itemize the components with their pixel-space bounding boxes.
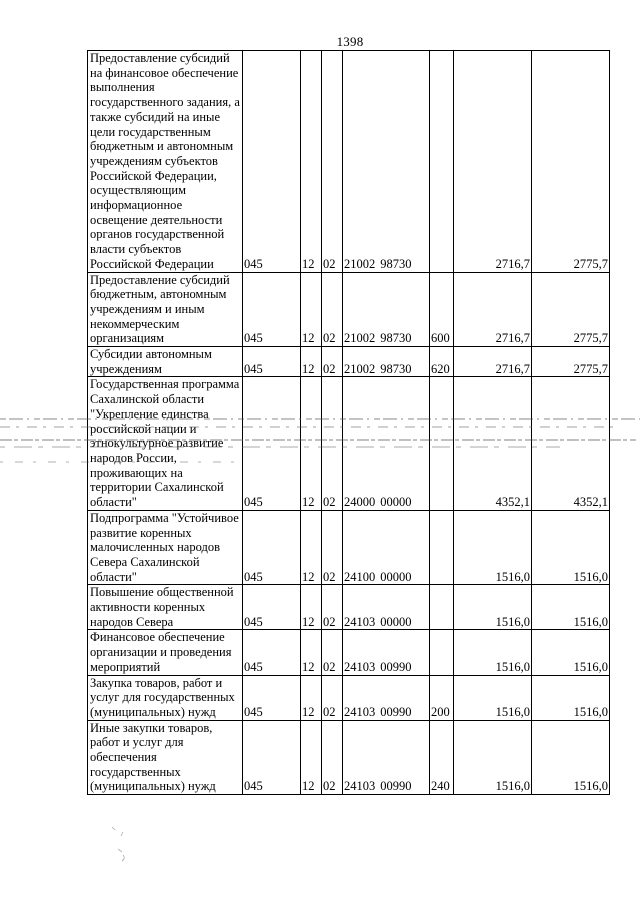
direction-code: 00000 <box>380 614 412 629</box>
ministry-code-cell <box>243 675 301 720</box>
amount-year-2-cell <box>532 585 610 630</box>
program-code: 21002 <box>344 361 376 376</box>
amount-year-2-cell <box>532 347 610 377</box>
amount-year-2-text: 2775,7 <box>573 256 608 271</box>
amount-year-2-text: 1516,0 <box>573 704 608 719</box>
section-code-cell <box>301 377 322 510</box>
ministry-code-text: 045 <box>244 495 263 510</box>
row-name-text: Субсидии автономным учреждениям <box>90 347 212 376</box>
table-row <box>88 720 610 795</box>
page-number: 1398 <box>336 34 364 49</box>
expense-type-cell <box>430 272 454 347</box>
target-article-cell <box>343 720 430 795</box>
ministry-code-text: 045 <box>244 361 263 376</box>
amount-year-1-cell <box>454 51 532 273</box>
target-article-cell <box>343 510 430 585</box>
target-article-cell <box>343 51 430 273</box>
amount-year-2-cell <box>532 272 610 347</box>
amount-year-1-cell <box>454 377 532 510</box>
subsection-code-text: 02 <box>323 569 336 584</box>
amount-year-2-text: 1516,0 <box>573 779 608 794</box>
direction-code: 98730 <box>380 331 412 346</box>
expense-type-cell <box>430 720 454 795</box>
row-name-cell <box>88 272 243 347</box>
ministry-code-cell <box>243 51 301 273</box>
subsection-code-text: 02 <box>323 331 336 346</box>
row-name-cell <box>88 720 243 795</box>
amount-year-2-cell <box>532 377 610 510</box>
amount-year-1-text: 1516,0 <box>495 614 530 629</box>
amount-year-2-cell <box>532 630 610 675</box>
expense-type-cell <box>430 510 454 585</box>
row-name-text: Финансовое обеспечение организации и проведения мероприятий <box>90 630 232 674</box>
subsection-code-text: 02 <box>323 495 336 510</box>
section-code-cell <box>301 510 322 585</box>
target-article-cell <box>343 630 430 675</box>
expense-type-text: 600 <box>431 331 450 346</box>
section-code-cell <box>301 51 322 273</box>
section-code-text: 12 <box>302 704 315 719</box>
target-article-cell <box>343 675 430 720</box>
amount-year-1-cell <box>454 675 532 720</box>
expense-type-cell <box>430 585 454 630</box>
ministry-code-cell <box>243 272 301 347</box>
subsection-code-text: 02 <box>323 704 336 719</box>
direction-code: 00000 <box>380 495 412 510</box>
budget-table <box>87 50 610 795</box>
row-name-text: Закупка товаров, работ и услуг для государственных (муниципальных) нужд <box>90 675 235 719</box>
subsection-code-text: 02 <box>323 779 336 794</box>
ministry-code-text: 045 <box>244 569 263 584</box>
amount-year-2-text: 1516,0 <box>573 659 608 674</box>
amount-year-1-cell <box>454 347 532 377</box>
subsection-code-cell <box>322 347 343 377</box>
direction-code: 00000 <box>380 569 412 584</box>
program-code: 24103 <box>344 779 376 794</box>
ministry-code-text: 045 <box>244 256 263 271</box>
ministry-code-cell <box>243 377 301 510</box>
direction-code: 00990 <box>380 704 412 719</box>
table-row <box>88 377 610 510</box>
row-name-cell <box>88 675 243 720</box>
direction-code: 00990 <box>380 779 412 794</box>
table-row <box>88 585 610 630</box>
table-row <box>88 630 610 675</box>
amount-year-2-cell <box>532 510 610 585</box>
amount-year-1-text: 1516,0 <box>495 569 530 584</box>
table-row <box>88 675 610 720</box>
subsection-code-cell <box>322 720 343 795</box>
amount-year-1-text: 2716,7 <box>495 331 530 346</box>
section-code-text: 12 <box>302 659 315 674</box>
target-article-cell <box>343 347 430 377</box>
ministry-code-cell <box>243 347 301 377</box>
section-code-text: 12 <box>302 495 315 510</box>
section-code-text: 12 <box>302 779 315 794</box>
subsection-code-text: 02 <box>323 256 336 271</box>
subsection-code-text: 02 <box>323 361 336 376</box>
table-row <box>88 272 610 347</box>
amount-year-2-text: 4352,1 <box>573 495 608 510</box>
subsection-code-cell <box>322 585 343 630</box>
row-name-text: Предоставление субсидий на финансовое обеспечение выполнения государственного задания, а также субсидий на иные цели государственным бюджетным и автономным учреждениям субъектов Российской Федерации, осуществляющим информационное освещение деятельности органов государственной власти субъектов Российской Федерации <box>90 51 240 271</box>
section-code-text: 12 <box>302 256 315 271</box>
table-row <box>88 347 610 377</box>
table-row <box>88 510 610 585</box>
row-name-cell <box>88 585 243 630</box>
ministry-code-text: 045 <box>244 331 263 346</box>
expense-type-text: 240 <box>431 779 450 794</box>
expense-type-cell <box>430 675 454 720</box>
program-code: 24103 <box>344 704 376 719</box>
ministry-code-cell <box>243 630 301 675</box>
amount-year-1-text: 1516,0 <box>495 779 530 794</box>
program-code: 24000 <box>344 495 376 510</box>
amount-year-2-text: 1516,0 <box>573 614 608 629</box>
direction-code: 98730 <box>380 256 412 271</box>
section-code-cell <box>301 347 322 377</box>
expense-type-cell <box>430 347 454 377</box>
target-article-cell <box>343 272 430 347</box>
row-name-cell <box>88 347 243 377</box>
subsection-code-cell <box>322 377 343 510</box>
table-row <box>88 51 610 273</box>
section-code-text: 12 <box>302 331 315 346</box>
amount-year-1-text: 2716,7 <box>495 361 530 376</box>
row-name-text: Повышение общественной активности коренных народов Севера <box>90 585 234 629</box>
section-code-cell <box>301 272 322 347</box>
amount-year-1-cell <box>454 510 532 585</box>
row-name-text: Государственная программа Сахалинской области "Укрепление единства российской нации и этнокультурное развитие народов России, проживающих на территории Сахалинской области" <box>90 377 240 510</box>
ministry-code-cell <box>243 720 301 795</box>
row-name-text: Иные закупки товаров, работ и услуг для обеспечения государственных (муниципальных) нужд <box>90 720 216 794</box>
ministry-code-cell <box>243 510 301 585</box>
section-code-cell <box>301 630 322 675</box>
subsection-code-cell <box>322 510 343 585</box>
expense-type-text: 200 <box>431 704 450 719</box>
amount-year-1-text: 4352,1 <box>495 495 530 510</box>
section-code-text: 12 <box>302 361 315 376</box>
target-article-cell <box>343 377 430 510</box>
subsection-code-cell <box>322 675 343 720</box>
amount-year-1-cell <box>454 630 532 675</box>
expense-type-cell <box>430 630 454 675</box>
expense-type-cell <box>430 377 454 510</box>
row-name-cell <box>88 630 243 675</box>
row-name-cell <box>88 377 243 510</box>
row-name-cell <box>88 51 243 273</box>
direction-code: 98730 <box>380 361 412 376</box>
subsection-code-text: 02 <box>323 614 336 629</box>
ministry-code-cell <box>243 585 301 630</box>
ministry-code-text: 045 <box>244 704 263 719</box>
ministry-code-text: 045 <box>244 779 263 794</box>
expense-type-cell <box>430 51 454 273</box>
subsection-code-cell <box>322 51 343 273</box>
amount-year-1-text: 2716,7 <box>495 256 530 271</box>
program-code: 21002 <box>344 256 376 271</box>
amount-year-2-cell <box>532 51 610 273</box>
section-code-cell <box>301 720 322 795</box>
subsection-code-cell <box>322 630 343 675</box>
amount-year-1-cell <box>454 272 532 347</box>
amount-year-2-text: 2775,7 <box>573 331 608 346</box>
subsection-code-text: 02 <box>323 659 336 674</box>
section-code-text: 12 <box>302 569 315 584</box>
target-article-cell <box>343 585 430 630</box>
amount-year-2-text: 2775,7 <box>573 361 608 376</box>
section-code-text: 12 <box>302 614 315 629</box>
amount-year-1-text: 1516,0 <box>495 659 530 674</box>
amount-year-1-text: 1516,0 <box>495 704 530 719</box>
amount-year-2-cell <box>532 675 610 720</box>
section-code-cell <box>301 675 322 720</box>
amount-year-1-cell <box>454 585 532 630</box>
ministry-code-text: 045 <box>244 659 263 674</box>
amount-year-1-cell <box>454 720 532 795</box>
amount-year-2-text: 1516,0 <box>573 569 608 584</box>
expense-type-text: 620 <box>431 361 450 376</box>
row-name-text: Предоставление субсидий бюджетным, автономным учреждениям и иным некоммерческим организациям <box>90 272 230 346</box>
row-name-cell <box>88 510 243 585</box>
program-code: 21002 <box>344 331 376 346</box>
amount-year-2-cell <box>532 720 610 795</box>
program-code: 24103 <box>344 659 376 674</box>
ministry-code-text: 045 <box>244 614 263 629</box>
subsection-code-cell <box>322 272 343 347</box>
program-code: 24100 <box>344 569 376 584</box>
section-code-cell <box>301 585 322 630</box>
row-name-text: Подпрограмма "Устойчивое развитие коренных малочисленных народов Севера Сахалинской области" <box>90 510 239 584</box>
direction-code: 00990 <box>380 659 412 674</box>
program-code: 24103 <box>344 614 376 629</box>
